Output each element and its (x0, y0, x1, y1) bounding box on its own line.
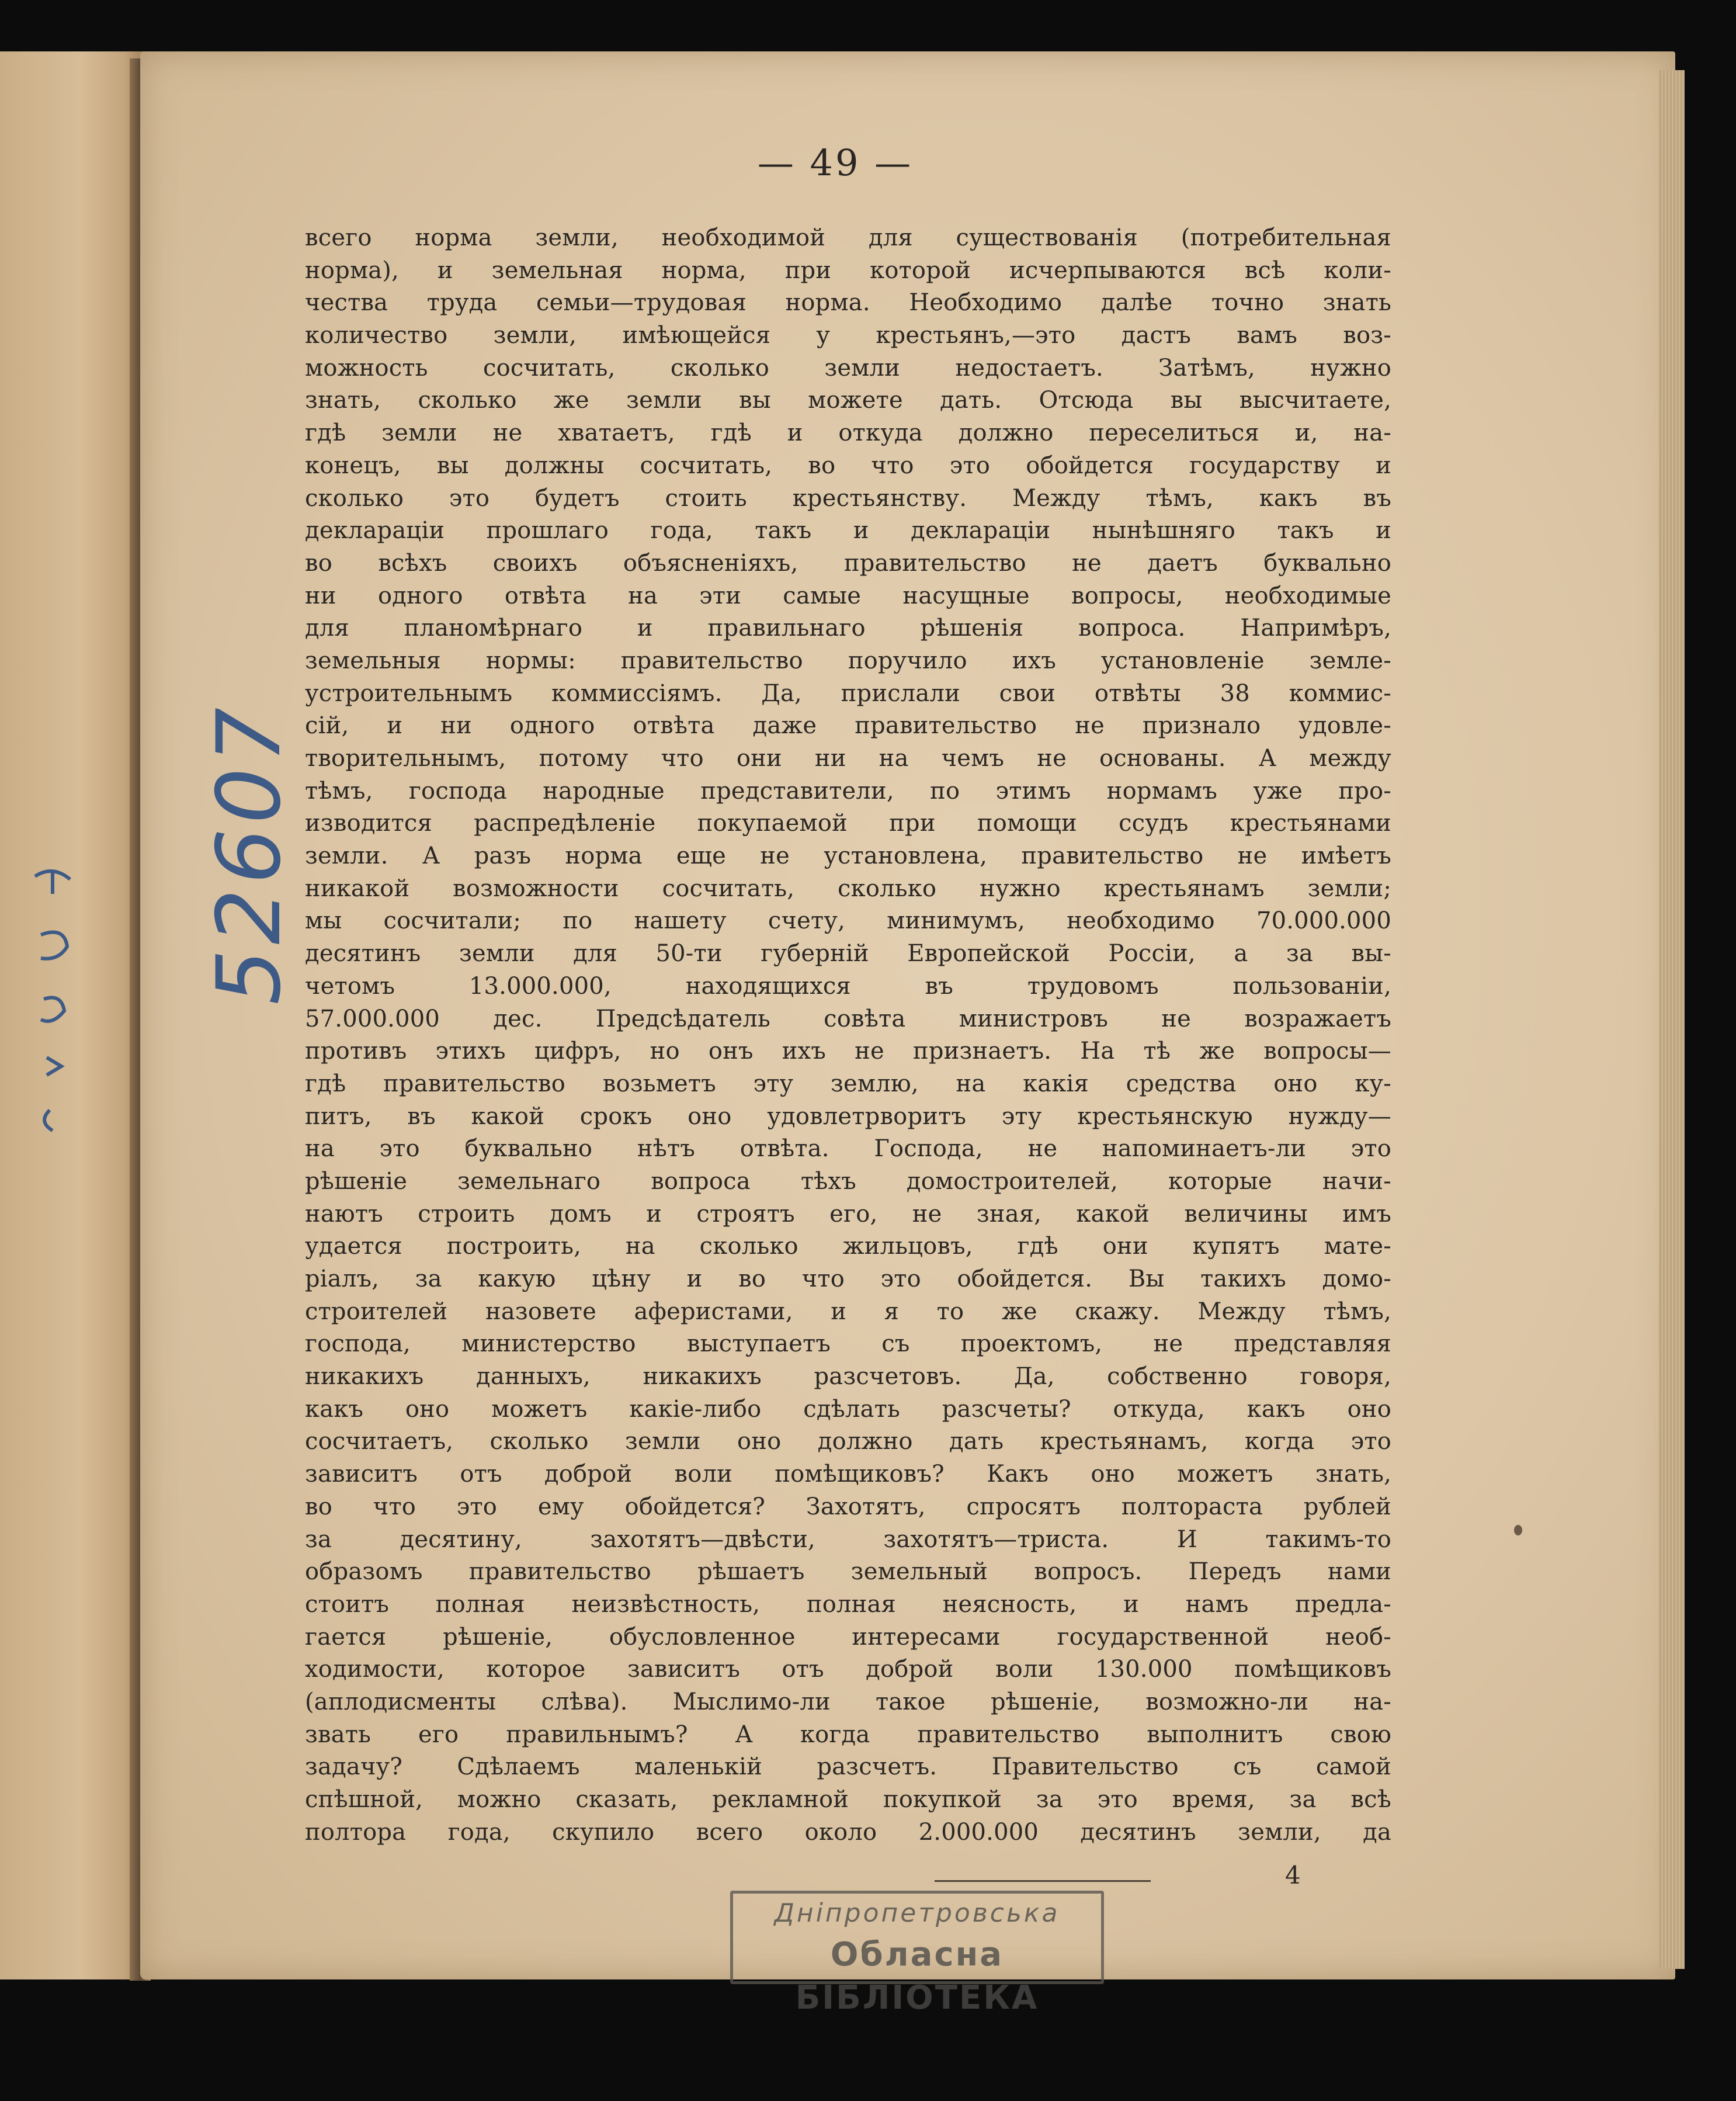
text-line: десятинъ земли для 50-ти губерній Европейской Россіи, а за вы- (305, 940, 1391, 968)
text-line: какъ оно можетъ какіе-либо сдѣлать разсчеты? откуда, какъ оно (305, 1395, 1391, 1423)
library-stamp (730, 1891, 1104, 2017)
text-line: образомъ правительство рѣшаетъ земельный вопросъ. Передъ нами (305, 1558, 1391, 1586)
text-line: мы сосчитали; по нашету счету, минимумъ, необходимо 70.000.000 (305, 907, 1391, 935)
signature-rule (935, 1880, 1151, 1882)
text-line: земли. А разъ норма еще не установлена, правительство не имѣетъ (305, 843, 1391, 870)
text-line: всего норма земли, необходимой для существованія (потребительная (305, 224, 1391, 251)
text-line: звать его правильнымъ? А когда правительство выполнитъ свою (305, 1721, 1391, 1748)
text-line: сколько это будетъ стоить крестьянству. Между тѣмъ, какъ въ (305, 484, 1391, 512)
text-line: задачу? Сдѣлаемъ маленькій разсчетъ. Правительство съ самой (305, 1753, 1391, 1781)
text-line: можность сосчитать, сколько земли недостаетъ. Затѣмъ, нужно (305, 354, 1391, 382)
text-line: строителей назовете аферистами, и я то же скажу. Между тѣмъ, (305, 1298, 1391, 1325)
text-line: спѣшной, можно сказать, рекламной покупкой за это время, за всѣ (305, 1786, 1391, 1813)
signature-mark: 4 (1285, 1861, 1301, 1889)
text-line: знать, сколько же земли вы можете дать. Отсюда вы высчитаете, (305, 387, 1391, 414)
text-line: норма), и земельная норма, при которой исчерпываются всѣ коли- (305, 256, 1391, 284)
text-line: изводится распредѣленіе покупаемой при помощи ссудъ крестьянами (305, 810, 1391, 837)
stamp-line-2: Обласна БІБЛІОТЕКА (795, 1936, 1039, 2017)
handwritten-margin-marks (18, 865, 88, 1133)
text-line: гается рѣшеніе, обусловленное интересами государственной необ- (305, 1623, 1391, 1651)
text-line: ни одного отвѣта на эти самые насущные вопросы, необходимые (305, 582, 1391, 609)
text-line: удается построить, на сколько жильцовъ, гдѣ они купятъ мате- (305, 1233, 1391, 1260)
text-line: гдѣ правительство возьметъ эту землю, на какія средства оно ку- (305, 1070, 1391, 1097)
text-line: никакой возможности сосчитать, сколько нужно крестьянамъ земли; (305, 875, 1391, 902)
text-line: тѣмъ, господа народные представители, по этимъ нормамъ уже про- (305, 777, 1391, 805)
text-line: полтора года, скупило всего около 2.000.000 десятинъ земли, да (305, 1818, 1391, 1846)
text-line: конецъ, вы должны сосчитать, во что это обойдется государству и (305, 452, 1391, 479)
text-line: ходимости, которое зависитъ отъ доброй воли 130.000 помѣщиковъ (305, 1656, 1391, 1683)
text-line: рѣшеніе земельнаго вопроса тѣхъ домостроителей, которые начи- (305, 1167, 1391, 1195)
text-line: противъ этихъ цифръ, но онъ ихъ не признаетъ. На тѣ же вопросы— (305, 1038, 1391, 1065)
handwritten-inventory-number: 52607 (199, 702, 300, 1005)
text-line: количество земли, имѣющейся у крестьянъ,—это дастъ вамъ воз- (305, 322, 1391, 349)
page-edges (1659, 70, 1685, 1969)
text-line: наютъ строить домъ и строятъ его, не зная, какой величины имъ (305, 1200, 1391, 1228)
text-line: гдѣ земли не хватаетъ, гдѣ и откуда должно переселиться и, на- (305, 419, 1391, 447)
page-number: — 49 — (757, 141, 914, 184)
paper-speck (1514, 1525, 1522, 1535)
text-line: питъ, въ какой срокъ оно удовлетрворитъ эту крестьянскую нужду— (305, 1102, 1391, 1130)
text-line: чества труда семьи—трудовая норма. Необходимо далѣе точно знать (305, 289, 1391, 317)
text-line: устроительнымъ коммиссіямъ. Да, прислали свои отвѣты 38 коммис- (305, 679, 1391, 707)
text-line: четомъ 13.000.000, находящихся въ трудовомъ пользованіи, (305, 972, 1391, 1000)
text-line: для планомѣрнаго и правильнаго рѣшенія вопроса. Напримѣръ, (305, 615, 1391, 642)
text-line: ріалъ, за какую цѣну и во что это обойдется. Вы такихъ домо- (305, 1266, 1391, 1292)
body-text (305, 222, 1391, 1849)
text-line: деклараціи прошлаго года, такъ и деклараціи нынѣшняго такъ и (305, 517, 1391, 545)
text-line: творительнымъ, потому что они ни на чемъ не основаны. А между (305, 745, 1391, 772)
text-line: никакихъ данныхъ, никакихъ разсчетовъ. Да, собственно говоря, (305, 1363, 1391, 1391)
text-line: во что это ему обойдется? Захотятъ, спросятъ полтораста рублей (305, 1493, 1391, 1520)
text-line: (аплодисменты слѣва). Мыслимо-ли такое рѣшеніе, возможно-ли на- (305, 1688, 1391, 1715)
text-line: во всѣхъ своихъ объясненіяхъ, правительство не даетъ буквально (305, 549, 1391, 577)
text-line: сосчитаетъ, сколько земли оно должно дать крестьянамъ, когда это (305, 1428, 1391, 1455)
text-line: за десятину, захотятъ—двѣсти, захотятъ—триста. И такимъ-то (305, 1526, 1391, 1553)
text-line: 57.000.000 дес. Предсѣдатель совѣта министровъ не возражаетъ (305, 1005, 1391, 1032)
text-line: зависитъ отъ доброй воли помѣщиковъ? Какъ оно можетъ знать, (305, 1461, 1391, 1488)
text-line: господа, министерство выступаетъ съ проектомъ, не представляя (305, 1330, 1391, 1358)
text-line: сій, и ни одного отвѣта даже правительство не признало удовле- (305, 712, 1391, 740)
text-line: на это буквально нѣтъ отвѣта. Господа, не напоминаетъ-ли это (305, 1135, 1391, 1163)
stamp-line-1: Дніпропетровська (774, 1898, 1060, 1928)
text-line: земельныя нормы: правительство поручило ихъ установленіе земле- (305, 647, 1391, 674)
text-line: стоитъ полная неизвѣстность, полная неясность, и намъ предла- (305, 1590, 1391, 1618)
